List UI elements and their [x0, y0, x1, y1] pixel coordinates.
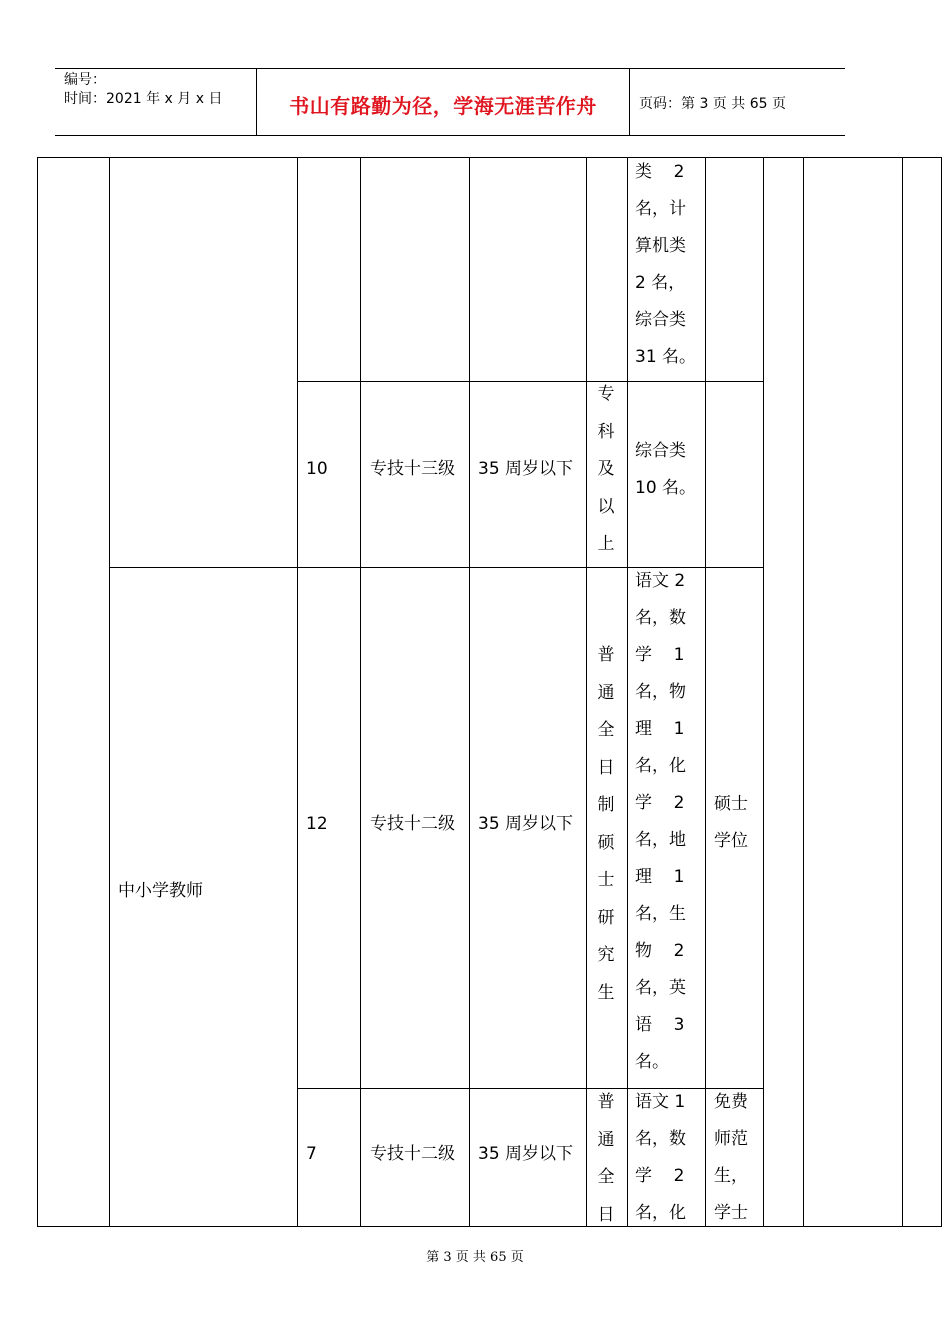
age-cell: 35 周岁以下 — [478, 459, 574, 479]
quota-line: 名，化 — [635, 756, 686, 776]
recruitment-table — [37, 157, 942, 1227]
row-divider — [297, 381, 763, 382]
quota-line: 名，物 — [635, 682, 686, 702]
quota-line: 31 名。 — [635, 347, 697, 367]
degree-line: 师范 — [714, 1129, 748, 1149]
degree-line: 学位 — [714, 831, 748, 851]
degree-cell — [714, 786, 748, 860]
quota-line: 物 2 — [635, 941, 685, 961]
education-char: 全 — [597, 1167, 615, 1187]
header-motto: 书山有路勤为径，学海无涯苦作舟 — [289, 94, 597, 118]
column-divider — [763, 157, 764, 1227]
education-char: 生 — [597, 982, 615, 1003]
degree-line: 硕士 — [714, 794, 748, 814]
column-divider — [469, 157, 470, 1227]
degree-line: 学士 — [714, 1203, 748, 1223]
education-char: 通 — [597, 682, 615, 703]
level-cell: 专技十三级 — [370, 459, 455, 479]
quota-line: 理 1 — [635, 867, 685, 887]
education-char: 研 — [597, 907, 615, 928]
education-char: 究 — [597, 945, 615, 965]
quota-line: 名，生 — [635, 904, 686, 924]
quota-line: 名，地 — [635, 830, 686, 850]
count-cell: 7 — [306, 1144, 317, 1164]
degree-line: 生， — [714, 1166, 748, 1186]
column-divider — [627, 157, 628, 1227]
age-cell: 35 周岁以下 — [478, 1144, 574, 1164]
document-time: 时间：2021 年 x 月 x 日 — [64, 91, 223, 107]
count-cell: 10 — [306, 459, 328, 479]
degree-line: 免费 — [714, 1092, 748, 1112]
quota-line: 学 1 — [635, 645, 685, 665]
quota-line: 类 2 — [635, 162, 685, 182]
quota-line: 名。 — [635, 1052, 669, 1072]
education-cell — [589, 376, 623, 564]
column-divider — [803, 157, 804, 1227]
quota-line: 名，化 — [635, 1203, 686, 1223]
quota-line: 算机类 — [635, 236, 686, 256]
quota-cell — [635, 1084, 686, 1232]
education-char: 全 — [597, 720, 615, 740]
education-char: 科 — [597, 421, 615, 442]
header-divider — [629, 68, 630, 136]
education-char: 士 — [597, 870, 615, 890]
table-border — [37, 1226, 942, 1227]
table-border — [37, 157, 38, 1227]
column-divider — [297, 157, 298, 1227]
education-char: 日 — [597, 757, 615, 778]
column-divider — [902, 157, 903, 1227]
quota-line: 名，数 — [635, 1129, 686, 1149]
age-cell: 35 周岁以下 — [478, 814, 574, 834]
level-cell: 专技十二级 — [370, 814, 455, 834]
quota-cell — [635, 563, 686, 1081]
education-char: 日 — [597, 1204, 615, 1225]
quota-line: 语文 1 — [635, 1092, 686, 1112]
education-char: 及 — [597, 459, 615, 479]
quota-cell — [635, 154, 696, 376]
table-border — [941, 157, 942, 1227]
quota-line: 综合类 — [635, 310, 686, 330]
quota-line: 学 2 — [635, 1166, 685, 1186]
page-header — [55, 68, 845, 136]
degree-cell — [714, 1084, 748, 1232]
table-border — [37, 157, 942, 158]
quota-line: 语文 2 — [635, 571, 686, 591]
education-char: 以 — [597, 496, 615, 517]
education-cell — [589, 1084, 623, 1234]
quota-line: 名，英 — [635, 978, 686, 998]
row-divider — [297, 1088, 763, 1089]
quota-line: 语 3 — [635, 1015, 685, 1035]
education-char: 通 — [597, 1129, 615, 1150]
header-top-rule — [55, 68, 845, 69]
column-divider — [586, 157, 587, 1227]
education-char: 普 — [597, 645, 615, 665]
level-cell: 专技十二级 — [370, 1144, 455, 1164]
column-divider — [109, 157, 110, 1227]
header-page-info: 页码：第 3 页 共 65 页 — [639, 96, 786, 112]
quota-line: 学 2 — [635, 793, 685, 813]
education-char: 硕 — [597, 832, 615, 853]
quota-line: 10 名。 — [635, 478, 697, 498]
education-char: 制 — [597, 795, 615, 815]
quota-cell — [635, 433, 696, 507]
education-char: 普 — [597, 1092, 615, 1112]
education-char: 专 — [597, 384, 615, 404]
education-cell — [589, 637, 623, 1012]
education-char: 上 — [597, 534, 615, 554]
quota-line: 名，计 — [635, 199, 686, 219]
column-divider — [360, 157, 361, 1227]
document-code: 编号： — [64, 72, 106, 88]
count-cell: 12 — [306, 814, 328, 834]
quota-line: 2 名， — [635, 273, 686, 293]
category-cell: 中小学教师 — [118, 881, 203, 901]
page-footer: 第 3 页 共 65 页 — [426, 1250, 524, 1265]
quota-line: 综合类 — [635, 441, 686, 461]
quota-line: 名，数 — [635, 608, 686, 628]
column-divider — [705, 157, 706, 1227]
header-bottom-rule — [55, 135, 845, 136]
quota-line: 理 1 — [635, 719, 685, 739]
